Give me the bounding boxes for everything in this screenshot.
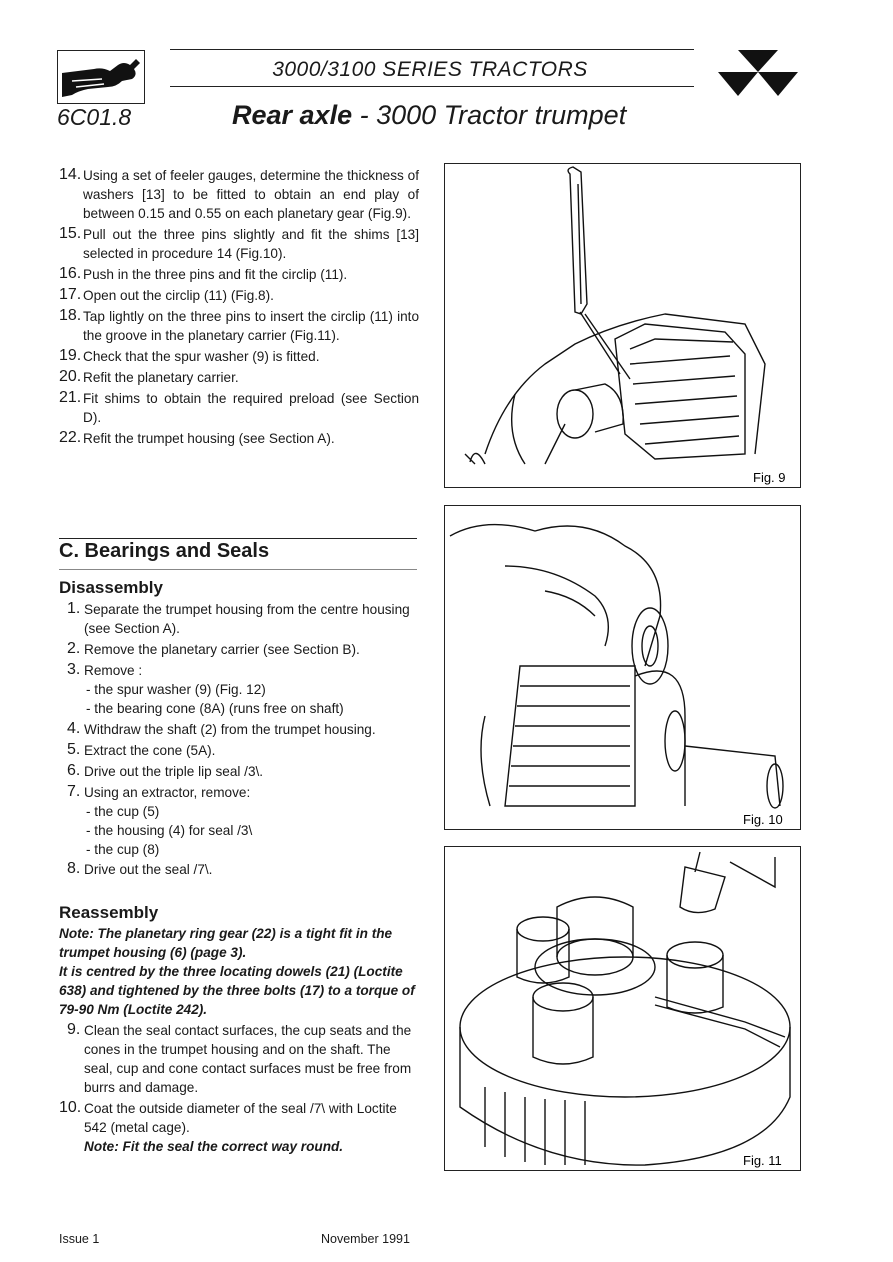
step-number: 18. [59, 307, 82, 324]
disassembly-heading: Disassembly [59, 578, 163, 597]
triple-triangle-logo-icon [718, 46, 798, 102]
step-text: Tap lightly on the three pins to insert the circlip (11) into the groove in the planetary carrier (Fig.11). [83, 309, 419, 343]
section-rule-bottom [59, 569, 417, 570]
step-text: Open out the circlip (11) (Fig.8). [83, 288, 274, 303]
step-number: 15. [59, 225, 82, 242]
step-18 [59, 307, 419, 345]
step-number: 22. [59, 429, 82, 446]
step-text: Using an extractor, remove: [84, 785, 251, 800]
dis-step-7a: - the cup (5) [86, 804, 160, 819]
step-number: 6. [67, 762, 81, 779]
re-step-9 [59, 1021, 419, 1097]
step-number: 21. [59, 389, 82, 406]
step-text: Remove the planetary carrier (see Section B). [84, 642, 360, 657]
dis-step-2 [59, 640, 419, 659]
step-number: 10. [59, 1099, 82, 1116]
step-number: 16. [59, 265, 82, 282]
step-number: 9. [67, 1021, 81, 1038]
fig10-label: Fig. 10 [743, 812, 783, 827]
title-rest: - 3000 Tractor trumpet [352, 100, 627, 130]
step-text: Separate the trumpet housing from the centre housing (see Section A). [84, 602, 410, 636]
step-20 [59, 368, 419, 387]
feeler-gauge-illustration [445, 164, 800, 487]
footer-date: November 1991 [321, 1232, 410, 1246]
fig11-label: Fig. 11 [743, 1153, 782, 1168]
figure-9 [444, 163, 801, 488]
step-text: Withdraw the shaft (2) from the trumpet housing. [84, 722, 376, 737]
dis-step-7b: - the housing (4) for seal /3\ [86, 823, 253, 838]
step-text: Remove : [84, 663, 143, 678]
section-title: C. Bearings and Seals [59, 540, 270, 562]
page-title [232, 100, 626, 131]
step-21 [59, 389, 419, 427]
circlip-illustration [445, 847, 800, 1170]
dis-step-6 [59, 762, 419, 781]
step-text: Refit the trumpet housing (see Section A). [83, 431, 335, 446]
dis-step-7 [59, 783, 419, 802]
reassembly-note-3: Note: Fit the seal the correct way round. [84, 1139, 344, 1154]
figure-10 [444, 505, 801, 830]
dis-step-3 [59, 661, 419, 680]
step-number: 5. [67, 741, 81, 758]
re-step-10 [59, 1099, 419, 1137]
step-text: Extract the cone (5A). [84, 743, 216, 758]
step-text: Drive out the seal /7\. [84, 862, 213, 877]
series-title: 3000/3100 SERIES TRACTORS [272, 58, 588, 81]
step-number: 8. [67, 860, 81, 877]
step-15 [59, 225, 419, 263]
reassembly-note-1: Note: The planetary ring gear (22) is a tight fit in the trumpet housing (6) (page 3). [59, 926, 393, 960]
step-text: Pull out the three pins slightly and fit the shims [13] selected in procedure 14 (Fig.10). [83, 227, 419, 261]
step-14 [59, 166, 419, 223]
step-22 [59, 429, 419, 448]
reassembly-note-2: It is centred by the three locating dowels (21) (Loctite 638) and tightened by the three bolts (17) to a torque of 79-90 Nm (Loctite 242). [59, 964, 415, 1017]
step-text: Refit the planetary carrier. [83, 370, 239, 385]
header-rule-top [170, 49, 694, 50]
step-19 [59, 347, 419, 366]
section-rule-top [59, 538, 417, 539]
step-text: Drive out the triple lip seal /3\. [84, 764, 264, 779]
reassembly-heading: Reassembly [59, 903, 159, 922]
step-number: 2. [67, 640, 81, 657]
step-text: Coat the outside diameter of the seal /7\ with Loctite 542 (metal cage). [84, 1101, 397, 1135]
footer-issue: Issue 1 [59, 1232, 100, 1246]
step-number: 20. [59, 368, 82, 385]
fig9-label: Fig. 9 [753, 470, 786, 485]
step-text: Push in the three pins and fit the circlip (11). [83, 267, 348, 282]
step-number: 17. [59, 286, 82, 303]
step-number: 1. [67, 600, 81, 617]
wrench-hand-icon [57, 50, 145, 104]
dis-step-1 [59, 600, 419, 638]
figure-11 [444, 846, 801, 1171]
dis-step-3a: - the spur washer (9) (Fig. 12) [86, 682, 266, 697]
reassembly-block [59, 903, 419, 1156]
step-number: 7. [67, 783, 81, 800]
step-number: 4. [67, 720, 81, 737]
dis-step-7c: - the cup (8) [86, 842, 160, 857]
title-bold: Rear axle [232, 100, 353, 130]
page-code: 6C01.8 [57, 104, 132, 130]
step-17 [59, 286, 419, 305]
dis-step-3b: - the bearing cone (8A) (runs free on shaft) [86, 701, 344, 716]
step-text: Fit shims to obtain the required preload (see Section D). [83, 391, 419, 425]
dis-step-4 [59, 720, 419, 739]
step-text: Using a set of feeler gauges, determine the thickness of washers [13] to be fitted to obtain an end play of between 0.15 and 0.55 on each planetary gear (Fig.9). [83, 168, 419, 221]
header-rule-bottom [170, 86, 694, 87]
dis-step-5 [59, 741, 419, 760]
step-16 [59, 265, 419, 284]
dis-step-8 [59, 860, 419, 879]
step-text: Clean the seal contact surfaces, the cup seats and the cones in the trumpet housing and on the shaft. The seal, cup and cone contact surfaces must be free from burrs and damage. [84, 1023, 412, 1095]
shims-illustration [445, 506, 800, 829]
step-number: 14. [59, 166, 82, 183]
steps-section-b [59, 166, 419, 448]
step-number: 3. [67, 661, 81, 678]
disassembly-block [59, 578, 419, 879]
step-number: 19. [59, 347, 82, 364]
step-text: Check that the spur washer (9) is fitted. [83, 349, 320, 364]
